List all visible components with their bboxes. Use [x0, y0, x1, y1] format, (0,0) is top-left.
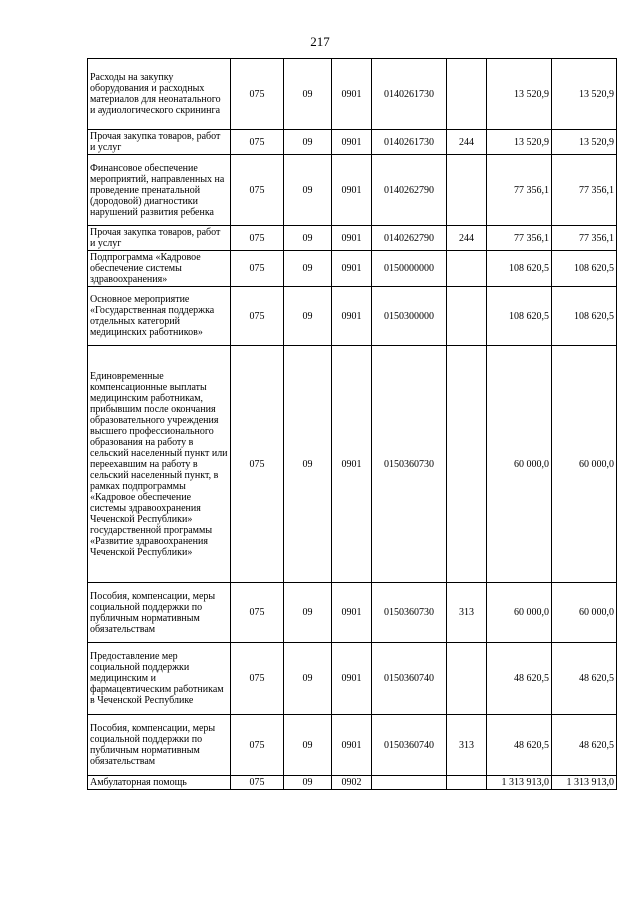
table-row: [88, 346, 617, 583]
subsection-code: 0901: [332, 226, 372, 251]
subsection-code: 0901: [332, 130, 372, 155]
expense-type: 313: [447, 715, 487, 776]
table-row: [88, 130, 617, 155]
amount-year-1: 13 520,9: [487, 59, 552, 130]
target-article: [372, 776, 447, 790]
section-code: 09: [284, 130, 332, 155]
table-row: [88, 251, 617, 287]
subsection-code: 0901: [332, 643, 372, 715]
target-article: 0150300000: [372, 287, 447, 346]
subsection-code: 0901: [332, 287, 372, 346]
row-name: Прочая закупка товаров, работ и услуг: [88, 226, 231, 251]
amount-year-1: 13 520,9: [487, 130, 552, 155]
target-article: 0140261730: [372, 130, 447, 155]
section-code: 09: [284, 583, 332, 643]
expense-type: 244: [447, 226, 487, 251]
row-name: Расходы на закупку оборудования и расходных материалов для неонатального и аудиологического скрининга: [88, 59, 231, 130]
row-name: Прочая закупка товаров, работ и услуг: [88, 130, 231, 155]
subsection-code: 0901: [332, 251, 372, 287]
table-body: [88, 59, 617, 790]
section-code: 09: [284, 155, 332, 226]
row-name: Единовременные компенсационные выплаты медицинским работникам, прибывшим после окончания образовательного учреждения высшего профессионального образования на работу в сельский населенный пункт или переехавшим на работу в сельский населенный пункт, в рамках подпрограммы «Кадровое обеспечение системы здравоохранения Чеченской Республики» государственной программы «Развитие здравоохранения Чеченской Республики»: [88, 346, 231, 583]
table-row: [88, 59, 617, 130]
amount-year-2: 48 620,5: [552, 643, 617, 715]
amount-year-1: 60 000,0: [487, 346, 552, 583]
expense-type: [447, 287, 487, 346]
table-row: [88, 583, 617, 643]
ministry-code: 075: [231, 59, 284, 130]
table-row: [88, 715, 617, 776]
subsection-code: 0901: [332, 715, 372, 776]
row-name: Пособия, компенсации, меры социальной поддержки по публичным нормативным обязательствам: [88, 715, 231, 776]
row-name: Основное мероприятие «Государственная поддержка отдельных категорий медицинских работников»: [88, 287, 231, 346]
subsection-code: 0902: [332, 776, 372, 790]
target-article: 0150360740: [372, 643, 447, 715]
ministry-code: 075: [231, 287, 284, 346]
amount-year-2: 77 356,1: [552, 226, 617, 251]
target-article: 0140262790: [372, 226, 447, 251]
amount-year-2: 77 356,1: [552, 155, 617, 226]
expense-type: [447, 155, 487, 226]
row-name: Предоставление мер социальной поддержки медицинским и фармацевтическим работникам в Чеченской Республике: [88, 643, 231, 715]
row-name: Финансовое обеспечение мероприятий, направленных на проведение пренатальной (дородовой) диагностики нарушений развития ребенка: [88, 155, 231, 226]
table-row: [88, 776, 617, 790]
target-article: 0150360730: [372, 346, 447, 583]
amount-year-1: 1 313 913,0: [487, 776, 552, 790]
ministry-code: 075: [231, 715, 284, 776]
amount-year-2: 1 313 913,0: [552, 776, 617, 790]
expense-type: [447, 776, 487, 790]
amount-year-1: 77 356,1: [487, 226, 552, 251]
section-code: 09: [284, 226, 332, 251]
ministry-code: 075: [231, 130, 284, 155]
amount-year-1: 60 000,0: [487, 583, 552, 643]
target-article: 0150360740: [372, 715, 447, 776]
target-article: 0150000000: [372, 251, 447, 287]
target-article: 0140261730: [372, 59, 447, 130]
row-name: Пособия, компенсации, меры социальной поддержки по публичным нормативным обязательствам: [88, 583, 231, 643]
section-code: 09: [284, 59, 332, 130]
expense-type: [447, 643, 487, 715]
section-code: 09: [284, 776, 332, 790]
ministry-code: 075: [231, 643, 284, 715]
subsection-code: 0901: [332, 583, 372, 643]
table-row: [88, 287, 617, 346]
table-row: [88, 643, 617, 715]
expense-type: [447, 346, 487, 583]
section-code: 09: [284, 251, 332, 287]
amount-year-1: 108 620,5: [487, 251, 552, 287]
subsection-code: 0901: [332, 59, 372, 130]
amount-year-2: 48 620,5: [552, 715, 617, 776]
amount-year-2: 108 620,5: [552, 251, 617, 287]
amount-year-2: 60 000,0: [552, 583, 617, 643]
section-code: 09: [284, 715, 332, 776]
subsection-code: 0901: [332, 346, 372, 583]
section-code: 09: [284, 287, 332, 346]
row-name: Амбулаторная помощь: [88, 776, 231, 790]
section-code: 09: [284, 346, 332, 583]
expense-type: [447, 251, 487, 287]
ministry-code: 075: [231, 346, 284, 583]
row-name: Подпрограмма «Кадровое обеспечение системы здравоохранения»: [88, 251, 231, 287]
amount-year-2: 13 520,9: [552, 130, 617, 155]
ministry-code: 075: [231, 251, 284, 287]
expense-type: [447, 59, 487, 130]
ministry-code: 075: [231, 776, 284, 790]
target-article: 0150360730: [372, 583, 447, 643]
amount-year-2: 13 520,9: [552, 59, 617, 130]
ministry-code: 075: [231, 583, 284, 643]
table-row: [88, 155, 617, 226]
budget-table: [87, 58, 617, 790]
amount-year-2: 108 620,5: [552, 287, 617, 346]
subsection-code: 0901: [332, 155, 372, 226]
target-article: 0140262790: [372, 155, 447, 226]
page-number: 217: [310, 34, 330, 49]
ministry-code: 075: [231, 155, 284, 226]
expense-type: 313: [447, 583, 487, 643]
amount-year-1: 108 620,5: [487, 287, 552, 346]
amount-year-1: 48 620,5: [487, 643, 552, 715]
amount-year-2: 60 000,0: [552, 346, 617, 583]
section-code: 09: [284, 643, 332, 715]
amount-year-1: 48 620,5: [487, 715, 552, 776]
amount-year-1: 77 356,1: [487, 155, 552, 226]
ministry-code: 075: [231, 226, 284, 251]
table-row: [88, 226, 617, 251]
expense-type: 244: [447, 130, 487, 155]
